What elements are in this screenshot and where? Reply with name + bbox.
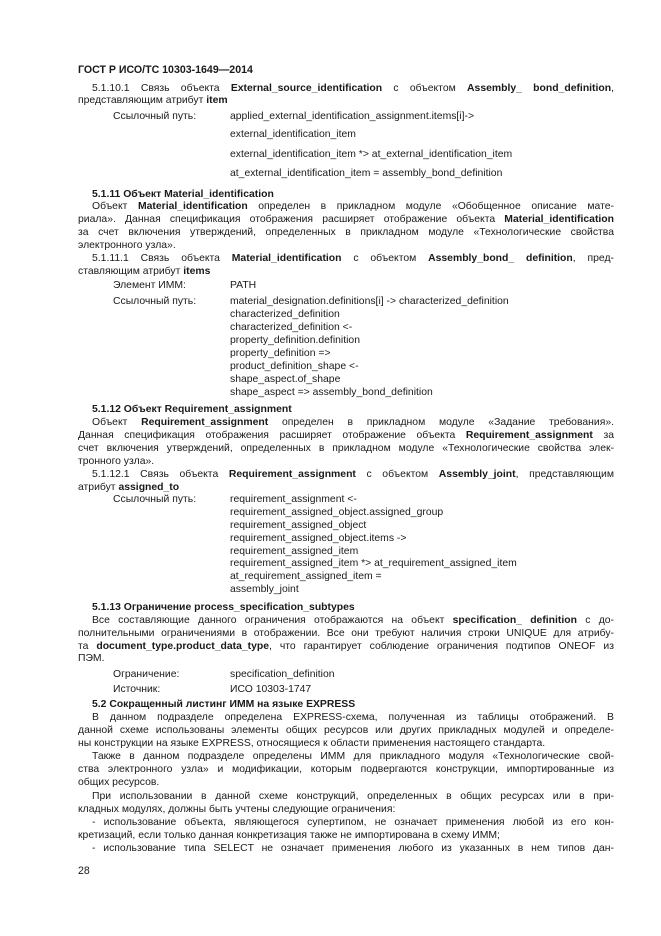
text-span: ставляющим атрибут (78, 266, 184, 277)
field-value: property_definition => (230, 348, 331, 359)
text-span: тронного узла». (78, 456, 155, 467)
text-line (92, 252, 614, 265)
bold-term: 5.1.13 Ограничение process_specification_subtypes (92, 602, 355, 613)
bold-term: assigned_to (118, 482, 180, 493)
field-value: requirement_assigned_object (230, 520, 367, 531)
text-span: ства электронного узла» и модификации, которым подвергаются конструкции, импортированные из (78, 764, 614, 775)
text-span: - использование объекта, являющегося супертипом, не означает применения любой из его кон- (92, 817, 614, 828)
field-value: requirement_assigned_item (230, 546, 359, 557)
field-label: Ограничение: (113, 669, 180, 680)
text-line (92, 790, 614, 803)
field-value: shape_aspect => assembly_bond_definition (230, 387, 433, 398)
field-value: ИСО 10303-1747 (230, 684, 312, 695)
text-span: данной схеме использованы элементы общих ресурсов или других прикладных модулей и определе- (78, 725, 614, 736)
text-span: та (78, 641, 97, 652)
field-value: property_definition.definition (230, 335, 360, 346)
field-value: characterized_definition <- (230, 322, 353, 333)
bold-term: Material_identification (231, 253, 342, 264)
text-span: счет включения утверждений, определенных в прикладном модуле «Технологические свойства элек- (78, 443, 614, 454)
text-line (78, 652, 614, 665)
text-span: , (611, 83, 614, 94)
text-line (92, 468, 614, 481)
text-line (92, 816, 614, 829)
bold-term: Requirement_assignment (465, 430, 593, 441)
text-span: - использование типа SELECT не означает применения любого из указанных в нем типов дан- (92, 843, 614, 854)
bold-term: Material_identification (137, 201, 248, 212)
field-value: applied_external_identification_assignment.items[i]-> (230, 111, 475, 122)
field-value: requirement_assigned_object.assigned_group (230, 507, 444, 518)
text-span: Все составляющие данного ограничения отображаются на объект (92, 615, 453, 626)
field-value: material_designation.definitions[i] -> characterized_definition (230, 296, 509, 307)
field-label: Ссылочный путь: (113, 296, 197, 307)
bold-term: Requirement_assignment (228, 469, 356, 480)
text-line (78, 213, 614, 226)
text-span: кретизаций, если только данная конкретизация также не импортирована в схему ИММ; (78, 830, 500, 841)
bold-term: Assembly_joint (438, 469, 516, 480)
text-line (78, 265, 614, 278)
text-span: атрибут (78, 482, 119, 493)
text-span: кладных модулях, должны быть учтены следующие ограничения: (78, 804, 396, 815)
text-span: 5.1.11.1 Связь объекта (92, 253, 232, 264)
field-value: specification_definition (230, 669, 335, 680)
bold-term: Material_identification (504, 214, 614, 225)
bold-term: 5.2 Сокращенный листинг ИММ на языке EXPRESS (92, 699, 356, 710)
text-span: определен в прикладном модуле «Задание требования». (268, 417, 614, 428)
text-span: за счет включения утверждений, определенных в прикладном модуле «Технологические свойства (78, 227, 614, 238)
field-value: requirement_assigned_item *> at_requirement_assigned_item (230, 558, 517, 569)
bold-term: 5.1.11 Объект Material_identification (92, 189, 274, 200)
document-header: ГОСТ Р ИСО/ТС 10303-1649—2014 (78, 64, 253, 76)
field-value: requirement_assignment <- (230, 494, 357, 505)
bold-term: 5.1.12 Объект Requirement_assignment (92, 404, 292, 415)
text-span: с объектом (341, 253, 429, 264)
text-span: 5.1.12.1 Связь объекта (92, 469, 229, 480)
field-label: Ссылочный путь: (113, 494, 197, 505)
text-line (78, 776, 614, 789)
text-span: Объект (92, 201, 138, 212)
text-span: ПЭМ. (78, 653, 105, 664)
field-value: external_identification_item (230, 129, 356, 140)
bold-term: External_source_identification (230, 83, 383, 94)
bold-term: items (183, 266, 211, 277)
field-value: characterized_definition (230, 309, 340, 320)
text-line (92, 711, 614, 724)
text-line (78, 94, 614, 107)
field-value: requirement_assigned_object.items -> (230, 533, 407, 544)
field-value: external_identification_item *> at_external_identification_item (230, 149, 513, 160)
bold-term: Requirement_assignment (141, 417, 269, 428)
text-span: , представляющим (515, 469, 614, 480)
field-value: shape_aspect.of_shape (230, 374, 341, 385)
text-line (78, 442, 614, 455)
text-span: , что гарантирует соблюдение ограничения подтипов ONEOF из (269, 641, 614, 652)
text-span: с объектом (355, 469, 439, 480)
text-line (92, 842, 614, 855)
text-span: Также в данном подразделе определены ИММ для прикладного модуля «Технологические свой- (92, 751, 614, 762)
text-line (92, 750, 614, 763)
text-span: полнительными ограничениями в отображении. Все они требуют наличия строки UNIQUE для атрибу- (78, 628, 614, 639)
bold-term: Assembly_ bond_definition (467, 83, 612, 94)
text-span: 5.1.10.1 Связь объекта (92, 83, 231, 94)
text-span: Данная спецификация отображения расширяет отображение объекта (78, 430, 466, 441)
field-value: product_definition_shape <- (230, 361, 359, 372)
page-number: 28 (78, 865, 90, 877)
text-line (92, 614, 614, 627)
text-line (78, 429, 614, 442)
text-line (78, 724, 614, 737)
field-label: Ссылочный путь: (113, 111, 197, 122)
text-span: общих ресурсов. (78, 777, 160, 788)
bold-term: specification_ definition (452, 615, 577, 626)
text-line (92, 601, 614, 614)
field-label: Элемент ИММ: (113, 280, 186, 291)
text-line (78, 627, 614, 640)
text-span: В данном подразделе определена EXPRESS-схема, полученная из таблицы отображений. В (92, 712, 614, 723)
field-value: PATH (230, 280, 257, 291)
text-span: с объектом (382, 83, 468, 94)
text-line (92, 200, 614, 213)
text-line (78, 803, 614, 816)
text-span: представляющим атрибут (78, 95, 207, 106)
text-line (78, 239, 614, 252)
text-line (78, 763, 614, 776)
text-span: риала». Данная спецификация отображения расширяет отображение объекта (78, 214, 505, 225)
field-value: at_external_identification_item = assembly_bond_definition (230, 168, 503, 179)
bold-term: Assembly_bond_ definition (428, 253, 573, 264)
bold-term: item (206, 95, 228, 106)
field-value: assembly_joint (230, 584, 299, 595)
text-line (78, 455, 614, 468)
text-span: , пред- (572, 253, 614, 264)
text-span: с до- (576, 615, 614, 626)
field-value: at_requirement_assigned_item = (230, 571, 382, 582)
text-span: Объект (92, 417, 142, 428)
field-label: Источник: (113, 684, 161, 695)
text-span: ны конструкции на языке EXPRESS, относящиеся к области применения настоящего стандарта. (78, 738, 546, 749)
text-span: определен в прикладном модуле «Обобщенное описание мате- (247, 201, 614, 212)
text-span: При использовании в данной схеме конструкций, определенных в общих ресурсах или в при- (92, 791, 614, 802)
text-line (78, 829, 614, 842)
text-line (92, 698, 614, 711)
text-line (92, 403, 614, 416)
text-line (78, 737, 614, 750)
text-span: за (592, 430, 614, 441)
text-line (92, 416, 614, 429)
text-span: электронного узла». (78, 240, 176, 251)
bold-term: document_type.product_data_type (96, 641, 269, 652)
text-line (78, 226, 614, 239)
